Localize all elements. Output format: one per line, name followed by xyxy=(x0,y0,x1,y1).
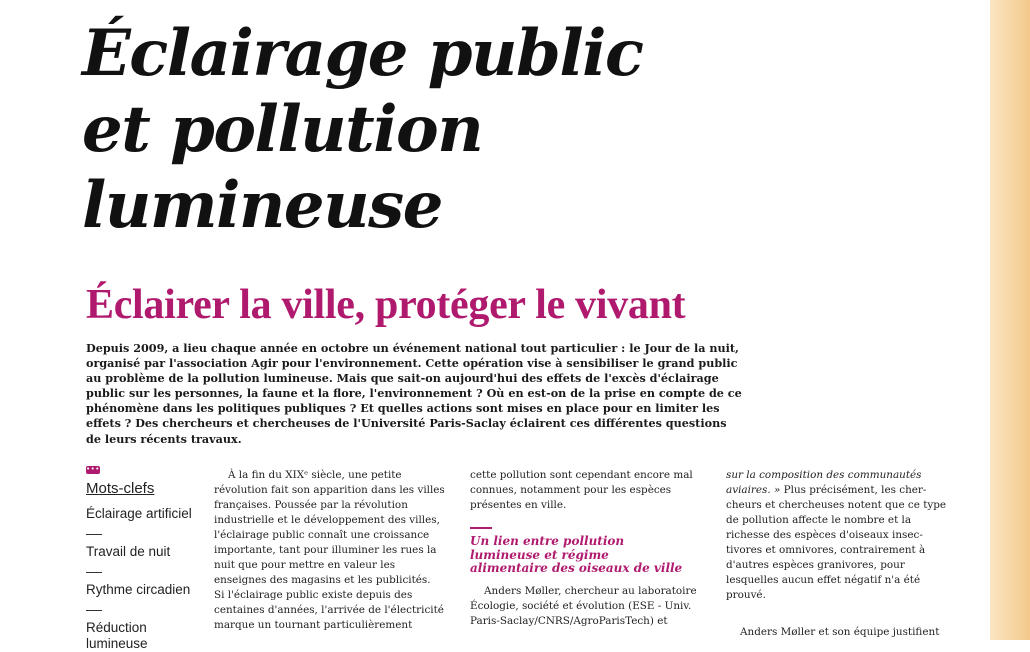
body-line: Plus précisément, les cher- xyxy=(783,484,927,496)
body-line: lesquelles aucun effet négatif n'a été xyxy=(726,574,921,586)
lead-line: de leurs récents travaux. xyxy=(86,431,242,446)
lead-line: au problème de la pollution lumineuse. Mais que sait-on aujourd'hui des effets de l'excès d'éclairage xyxy=(86,371,719,386)
body-line: sur la composition des communautés xyxy=(726,469,922,481)
title-line: et pollution xyxy=(82,92,483,167)
quote-end: aviaires. » xyxy=(726,484,781,496)
page-edge-decoration xyxy=(990,0,1030,640)
lead-line: public sur les personnes, la faune et la flore, l'environnement ? Où en est-on de la prise en compte de ce xyxy=(86,386,742,401)
keyword-item: Éclairage artificiel xyxy=(86,506,192,521)
keyword-item: Rythme circadien xyxy=(86,582,191,597)
keywords-sidebar xyxy=(86,466,196,652)
lead-line: organisé par l'association Agir pour l'environnement. Cette opération vise à sensibiliser le grand public xyxy=(86,356,738,371)
body-line: centaines d'années, l'arrivée de l'électricité xyxy=(214,604,444,616)
body-line: Écologie, société et évolution (ESE - Univ. xyxy=(470,599,692,612)
section-heading xyxy=(470,535,710,576)
body-line: richesse des espèces d'oiseaux insec- xyxy=(726,529,923,541)
article-subtitle: Éclairer la ville, protéger le vivant xyxy=(86,282,686,328)
title-line: Éclairage public xyxy=(82,16,643,91)
article-title xyxy=(82,16,802,244)
body-line: tivores et omnivores, contrairement à xyxy=(726,544,926,556)
body-line: révolution fait son apparition dans les villes xyxy=(214,484,445,496)
section-heading-line: alimentaire des oiseaux de ville xyxy=(470,561,683,575)
body-line: Anders Møller et son équipe justifient xyxy=(740,626,940,638)
body-line: présentes en ville. xyxy=(470,499,567,511)
section-heading-line: lumineuse et régime xyxy=(470,547,609,562)
body-column-1 xyxy=(214,468,454,633)
body-line: Paris-Saclay/CNRS/AgroParisTech) et xyxy=(470,614,668,627)
lead-line: effets ? Des chercheurs et chercheuses de l'Université Paris-Saclay éclairent ces différentes questions xyxy=(86,416,727,431)
body-line: l'éclairage public connaît une croissance xyxy=(214,529,430,541)
section-heading-line: Un lien entre pollution xyxy=(470,534,625,548)
keyword-divider xyxy=(86,572,102,573)
lead-line: phénomène dans les politiques publiques ? Et quelles actions sont mises en place pour en limiter les xyxy=(86,401,720,416)
body-line: importante, tant pour illuminer les rues la xyxy=(214,544,437,556)
body-line-mixed xyxy=(726,483,966,498)
title-line: lumineuse xyxy=(82,168,442,243)
keywords-title: Mots-clefs xyxy=(86,480,155,497)
lead-line: Depuis 2009, a lieu chaque année en octobre un événement national tout particulier : le Jour de la nuit, xyxy=(86,341,739,355)
body-line: marque un tournant particulièrement xyxy=(214,619,413,631)
keyword-divider xyxy=(86,534,102,535)
body-line: de pollution affecte le nombre et la xyxy=(726,514,912,526)
body-line: connues, notamment pour les espèces xyxy=(470,484,672,496)
keyword-divider xyxy=(86,610,102,611)
body-line: À la fin du XIXᵉ siècle, une petite xyxy=(228,469,402,481)
body-line: enseignes des magasins et les publicités. xyxy=(214,574,431,586)
body-line: d'autres espèces granivores, pour xyxy=(726,559,905,571)
body-line: prouvé. xyxy=(726,589,766,601)
body-line: Anders Møller, chercheur au laboratoire xyxy=(484,584,697,597)
section-rule xyxy=(470,527,492,529)
body-column-2 xyxy=(470,468,710,629)
body-line: françaises. Poussée par la révolution xyxy=(214,499,408,511)
keyword-item: Travail de nuit xyxy=(86,544,171,559)
body-line: cette pollution sont cependant encore mal xyxy=(470,469,693,481)
body-line: cheurs et chercheuses notent que ce type xyxy=(726,499,947,511)
body-line: nuit que pour mettre en valeur les xyxy=(214,559,396,571)
keywords-badge: ••• xyxy=(86,465,100,473)
body-line: Si l'éclairage public existe depuis des xyxy=(214,589,413,601)
body-column-3 xyxy=(726,468,966,640)
lead-paragraph xyxy=(86,341,742,447)
keyword-item: Réduction lumineuse xyxy=(86,620,148,651)
body-line: industrielle et le développement des villes, xyxy=(214,514,440,526)
